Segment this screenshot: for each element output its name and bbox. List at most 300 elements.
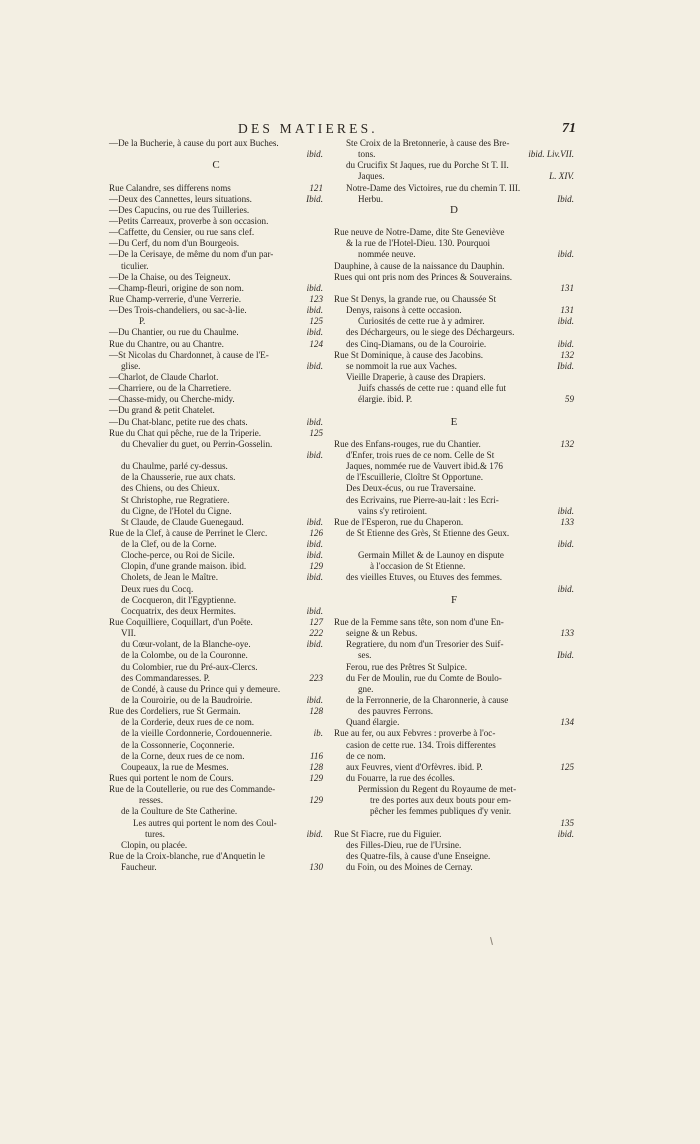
index-entry [334,673,574,684]
index-entry [109,205,323,216]
entry-reference: ibid. [557,828,574,839]
entry-reference: 223 [309,672,323,683]
index-entry [334,483,574,494]
entry-reference: ibid. [306,516,323,527]
index-entry [109,806,323,817]
entry-text: pêcher les femmes publiques d'y venir. [370,806,512,817]
index-entry [334,862,574,873]
index-entry [109,561,323,572]
entry-reference: ibid. [306,639,323,650]
index-entry [334,506,574,517]
entry-text: Rue de la Coutellerie, ou rue des Commande- [109,784,276,795]
entry-reference: 125 [309,427,323,438]
index-entry [334,405,574,416]
entry-reference: ibid. [306,828,323,839]
entry-text: Rue neuve de Notre-Dame, dite Ste Geneviève [334,227,505,238]
entry-text: de la Colombe, ou de la Couronne. [121,650,248,661]
index-entry [334,717,574,728]
entry-text: de la Corne, deux rues de ce nom. [121,750,245,761]
entry-text: Rue St Denys, la grande rue, ou Chaussée St [334,293,497,304]
index-entry [334,650,574,661]
index-entry [334,728,574,739]
index-entry [109,506,323,517]
entry-text: Cholets, de Jean le Maître. [121,572,218,583]
index-entry [334,517,574,528]
entry-text: de St Etienne des Grès, St Etienne des Geux. [346,527,510,538]
index-entry [109,138,323,149]
index-entry [109,339,323,350]
index-entry [109,728,323,739]
section-letter [334,205,574,216]
entry-reference: Ibid. [557,650,574,661]
index-entry [334,450,574,461]
entry-text: —De la Chaise, ou des Teigneux. [109,271,231,282]
entry-reference: L. XIV. [549,171,574,182]
entry-reference: Ibid. [557,193,574,204]
index-entry [109,394,323,405]
entry-text: Rue de la Clef, à cause de Perrinet le Clerc. [109,527,268,538]
entry-text: Des Deux-écus, ou rue Traversaine. [346,483,476,494]
entry-text: du Fouarre, la rue des écolles. [346,773,455,784]
entry-reference: Ibid. [557,360,574,371]
entry-text: & la rue de l'Hotel-Dieu. 130. Pourquoi [346,238,491,249]
entry-text: —Du Cerf, du nom d'un Bourgeois. [109,238,240,249]
index-entry [109,595,323,606]
entry-reference: 123 [309,293,323,304]
index-entry [334,216,574,227]
entry-text: Rue des Cordeliers, rue St Germain. [109,706,241,717]
entry-text: du Chevalier du guet, ou Perrin-Gosselin. [121,438,273,449]
entry-reference: ibid. [306,449,323,460]
index-entry [109,372,323,383]
entry-reference: 134 [560,717,574,728]
entry-text: du Cigne, de l'Hotel du Cigne. [121,505,232,516]
entry-text: VII. [121,628,136,639]
entry-text: —Charriere, ou de la Charretiere. [109,383,232,394]
entry-text: tre des portes aux deux bouts pour em- [370,795,512,806]
entry-text: —De la Cerisaye, de même du nom d'un par- [109,249,274,260]
index-entry [334,160,574,171]
entry-text: Rue Calandre, ses differens noms [109,182,231,193]
index-entry [334,561,574,572]
entry-reference: 133 [560,628,574,639]
entry-text: Rue de la Croix-blanche, rue d'Anquetin le [109,851,265,861]
index-entry [109,450,323,461]
entry-reference: Ibid. [306,193,323,204]
entry-text: Ferou, rue des Prêtres St Sulpice. [346,661,467,672]
entry-reference: ibid. [306,605,323,616]
entry-reference: ibid. [557,583,574,594]
index-entry [109,183,323,194]
index-entry [334,773,574,784]
index-entry [109,751,323,762]
entry-text: de Condé, à cause du Prince qui y demeure. [121,683,281,694]
index-entry [334,350,574,361]
entry-reference: ib. [313,728,323,739]
entry-reference: 131 [560,282,574,293]
entry-reference: 130 [309,862,323,873]
entry-text: de Cocqueron, dit l'Egyptienne. [121,594,237,605]
entry-text: Rue des Enfans-rouges, rue du Chantier. [334,438,481,449]
index-entry [109,740,323,751]
entry-reference: ibid. [557,316,574,327]
entry-text: —Chasse-midy, ou Cherche-midy. [109,394,235,405]
index-entry [334,394,574,405]
section-letter-text: D [450,203,458,216]
entry-text: de la Clef, ou de la Corne. [121,539,217,550]
index-entry [334,606,574,617]
index-entry [334,149,574,160]
entry-text: du Cœur-volant, de la Blanche-oye. [121,639,251,650]
index-entry [109,784,323,795]
entry-text: Faucheur. [121,862,157,873]
entry-text: Herbu. [358,193,383,204]
index-entry [109,238,323,249]
index-entry [109,361,323,372]
index-entry [109,383,323,394]
index-entry [334,249,574,260]
index-entry [109,261,323,272]
index-entry [334,439,574,450]
index-entry [334,428,574,439]
entry-text: du Chaulme, parlé cy-dessus. [121,461,228,472]
index-entry [334,706,574,717]
index-entry [334,316,574,327]
index-entry [109,461,323,472]
entry-text: Clopin, ou placée. [121,839,188,850]
index-entry [334,283,574,294]
entry-reference: 128 [309,706,323,717]
index-entry [334,461,574,472]
entry-reference: 125 [560,761,574,772]
index-entry [109,417,323,428]
entry-text: élargie. ibid. P. [358,394,413,405]
entry-text: de la Couroirie, ou de la Baudroirie. [121,695,253,706]
entry-text: seigne & un Rebus. [346,628,418,639]
entry-text: St Christophe, rue Regratiere. [121,494,230,505]
entry-reference: 128 [309,761,323,772]
index-entry [109,628,323,639]
index-entry [109,717,323,728]
index-entry [334,183,574,194]
entry-reference: 126 [309,527,323,538]
index-entry [334,784,574,795]
entry-reference: 59 [564,394,574,405]
entry-reference: ibid. [306,327,323,338]
index-entry [334,806,574,817]
entry-text: du Fer de Moulin, rue du Comte de Boulo- [346,672,502,683]
index-entry [334,472,574,483]
index-entry [109,483,323,494]
entry-text: glise. [121,360,141,371]
index-entry [109,439,323,450]
entry-text: casion de cette rue. 134. Trois differentes [346,739,496,750]
entry-reference: 132 [560,438,574,449]
entry-reference: ibid. [557,338,574,349]
entry-text: —De la Bucherie, à cause du port aux Buches. [109,138,279,148]
stray-mark [490,937,493,945]
entry-text: —Du grand & petit Chatelet. [109,405,215,416]
index-entry [109,773,323,784]
index-entry [334,272,574,283]
entry-text: tures. [145,828,165,839]
index-entry [109,662,323,673]
entry-text: des Quatre-fils, à cause d'une Enseigne. [346,851,491,861]
running-title: DES MATIERES. [238,121,378,136]
index-entry [109,639,323,650]
entry-text: St Claude, de Claude Guenegaud. [121,516,244,527]
index-entry [109,539,323,550]
entry-text: Deux rues du Cocq. [121,583,194,594]
index-entry [334,372,574,383]
index-entry [109,550,323,561]
index-entry [109,829,323,840]
entry-text: —Des Trois-chandeliers, ou sac-à-lie. [109,305,247,316]
entry-text: resses. [139,795,163,806]
entry-text: de la Ferronnerie, de la Charonnerie, à cause [346,695,509,706]
entry-text: Vieille Draperie, à cause des Drapiers. [346,371,486,382]
index-entry [334,539,574,550]
index-entry [334,572,574,583]
entry-text: se nommoit la rue aux Vaches. [346,360,457,371]
entry-text: de la vieille Cordonnerie, Cordouennerie. [121,728,273,739]
page-number: 71 [562,121,576,136]
entry-reference: ibid. [306,416,323,427]
entry-text: tons. [358,149,376,160]
entry-text: Permission du Regent du Royaume de met- [358,784,517,795]
entry-reference: ibid. [306,539,323,550]
entry-text: ticulier. [121,260,149,271]
entry-text: Ste Croix de la Bretonnerie, à cause des Bre- [346,138,510,148]
entry-text: Rue du Chat qui pêche, rue de la Triperie. [109,427,262,438]
index-entry [334,617,574,628]
index-entry [334,495,574,506]
entry-reference: 132 [560,349,574,360]
index-entry [109,316,323,327]
entry-reference: 129 [309,561,323,572]
index-entry [109,584,323,595]
entry-text: des Ecrivains, rue Pierre-au-lait : les Ecri- [346,494,499,505]
index-entry [334,829,574,840]
entry-text: des Déchargeurs, ou le siege des Déchargeurs. [346,327,515,338]
entry-text: Rue de la Femme sans tête, son nom d'une En- [334,617,504,628]
index-entry [334,762,574,773]
entry-text: des Cinq-Diamans, ou de la Couroirie. [346,338,487,349]
index-entry [334,339,574,350]
index-entry [109,840,323,851]
index-entry [334,261,574,272]
entry-text: Rue du Chantre, ou au Chantre. [109,338,224,349]
entry-text: des pauvres Ferrons. [358,706,434,717]
entry-reference: 131 [560,305,574,316]
entry-text: du Colombier, rue du Pré-aux-Clercs. [121,661,258,672]
entry-text: gne. [358,683,374,694]
index-entry [109,272,323,283]
entry-reference: ibid. [306,695,323,706]
index-entry [334,238,574,249]
section-letter [334,595,574,606]
entry-text: Rue Champ-verrerie, d'une Verrerie. [109,293,242,304]
index-entry [334,227,574,238]
entry-text: de l'Escuillerie, Cloître St Opportune. [346,472,484,483]
entry-reference: 133 [560,516,574,527]
entry-text: Regratiere, du nom d'un Tresorier des Suif- [346,639,504,650]
entry-text: Rue Coquilliere, Coquillart, d'un Poëte. [109,617,253,628]
entry-text: aux Feuvres, vient d'Orfèvres. ibid. P. [346,761,483,772]
entry-text: Cocquatrix, des deux Hermites. [121,605,236,616]
entry-text: de la Cossonnerie, Coçonnerie. [121,739,235,750]
index-entry [109,617,323,628]
index-entry [109,517,323,528]
entry-text: Rue de l'Esperon, rue du Chaperon. [334,516,464,527]
entry-text: —Charlot, de Claude Charlot. [109,371,219,382]
entry-text: Clopin, d'une grande maison. ibid. [121,561,247,572]
entry-text: —Champ-fleuri, origine de son nom. [109,282,244,293]
entry-reference: ibid. [557,505,574,516]
index-entry [334,684,574,695]
entry-text: —Deux des Cannettes, leurs situations. [109,193,252,204]
entry-text: —Des Capucins, ou rue des Tuilleries. [109,204,250,215]
index-entry [109,684,323,695]
entry-text: Jaques. [358,171,385,182]
entry-text: de la Corderie, deux rues de ce nom. [121,717,255,728]
section-letter-text: C [212,159,220,172]
entry-text: Rues qui portent le nom de Cours. [109,773,234,784]
entry-text: Dauphine, à cause de la naissance du Dauphin. [334,260,505,271]
index-column-left [109,138,323,873]
index-entry [109,528,323,539]
entry-reference: ibid. [306,550,323,561]
entry-text: Denys, raisons à cette occasion. [346,305,462,316]
entry-reference: ibid. [557,249,574,260]
index-entry [109,327,323,338]
index-column-right [334,138,574,873]
index-entry [334,695,574,706]
index-entry [109,194,323,205]
index-entry [334,305,574,316]
index-entry [109,818,323,829]
entry-text: des vieilles Etuves, ou Etuves des femmes. [346,572,503,583]
entry-text: —Du Chat-blanc, petite rue des chats. [109,416,248,427]
entry-reference: 222 [309,628,323,639]
entry-text: à l'occasion de St Etienne. [370,561,466,572]
entry-text: Germain Millet & de Launoy en dispute [358,550,504,561]
index-entry [109,695,323,706]
entry-text: Jaques, nommée rue de Vauvert ibid.& 176 [346,461,503,472]
entry-text: vains s'y retiroient. [358,505,428,516]
index-entry [109,795,323,806]
index-entry [334,327,574,338]
entry-text: Rue au fer, ou aux Febvres : proverbe à l'oc- [334,728,496,739]
entry-reference: ibid. [306,305,323,316]
entry-text: —Petits Carreaux, proverbe à son occasion. [109,215,269,226]
entry-text: Coupeaux, la rue de Mesmes. [121,761,229,772]
index-entry [109,706,323,717]
index-entry [334,662,574,673]
entry-text: Rue St Fiacre, rue du Figuier. [334,828,442,839]
index-entry [334,740,574,751]
entry-text: de la Chausserie, rue aux chats. [121,472,236,483]
index-entry [109,495,323,506]
index-entry [109,862,323,873]
entry-text: de la Coulture de Ste Catherine. [121,806,238,817]
entry-text: —St Nicolas du Chardonnet, à cause de l'E- [109,349,269,360]
section-letter [109,160,323,171]
entry-reference: 125 [309,316,323,327]
entry-text: d'Enfer, trois rues de ce nom. Celle de St [346,449,495,460]
index-entry [109,405,323,416]
index-entry [334,383,574,394]
entry-reference: 129 [309,795,323,806]
index-entry [109,650,323,661]
index-entry [109,171,323,182]
entry-text: ses. [358,650,372,661]
index-entry [334,138,574,149]
index-entry [109,673,323,684]
entry-reference: 124 [309,338,323,349]
index-entry [334,528,574,539]
entry-text: Juifs chassés de cette rue : quand elle fut [358,383,506,394]
index-entry [109,606,323,617]
index-entry [334,294,574,305]
entry-reference: 121 [309,182,323,193]
section-letter-text: F [450,593,458,606]
entry-text: —Caffette, du Censier, ou rue sans clef. [109,227,255,238]
index-entry [334,795,574,806]
entry-text: Cloche-perce, ou Roi de Sicile. [121,550,235,561]
entry-text: Notre-Dame des Victoires, rue du chemin T. III. [346,182,521,193]
entry-text: Quand élargie. [346,717,400,728]
page-header [0,121,700,137]
entry-text: des Commandaresses. P. [121,672,210,683]
index-entry [109,305,323,316]
index-entry [109,472,323,483]
entry-text: de ce nom. [346,750,386,761]
index-entry [109,572,323,583]
entry-text: des Chiens, ou des Chieux. [121,483,220,494]
index-entry [334,851,574,862]
index-entry [109,227,323,238]
index-entry [334,628,574,639]
entry-text: P. [139,316,146,327]
index-entry [109,249,323,260]
entry-text: —Du Chantier, ou rue du Chaulme. [109,327,239,338]
entry-text: Rue St Dominique, à cause des Jacobins. [334,349,484,360]
index-entry [109,216,323,227]
index-entry [334,751,574,762]
index-entry [109,428,323,439]
entry-reference: ibid. [557,539,574,550]
index-entry [109,294,323,305]
entry-text: des Filles-Dieu, rue de l'Ursine. [346,839,462,850]
entry-reference: ibid. [306,149,323,160]
index-entry [334,171,574,182]
index-entry [109,283,323,294]
entry-reference: 129 [309,773,323,784]
entry-text: nommée neuve. [358,249,416,260]
index-entry [334,361,574,372]
entry-reference: ibid. [306,282,323,293]
entry-text: Curiosités de cette rue à y admirer. [358,316,485,327]
index-entry [109,762,323,773]
section-letter-text: E [450,415,458,428]
index-entry [334,550,574,561]
index-entry [334,818,574,829]
entry-reference: 127 [309,617,323,628]
index-entry [109,851,323,862]
index-entry [334,639,574,650]
entry-text: du Crucifix St Jaques, rue du Porche St T. II. [346,160,509,171]
